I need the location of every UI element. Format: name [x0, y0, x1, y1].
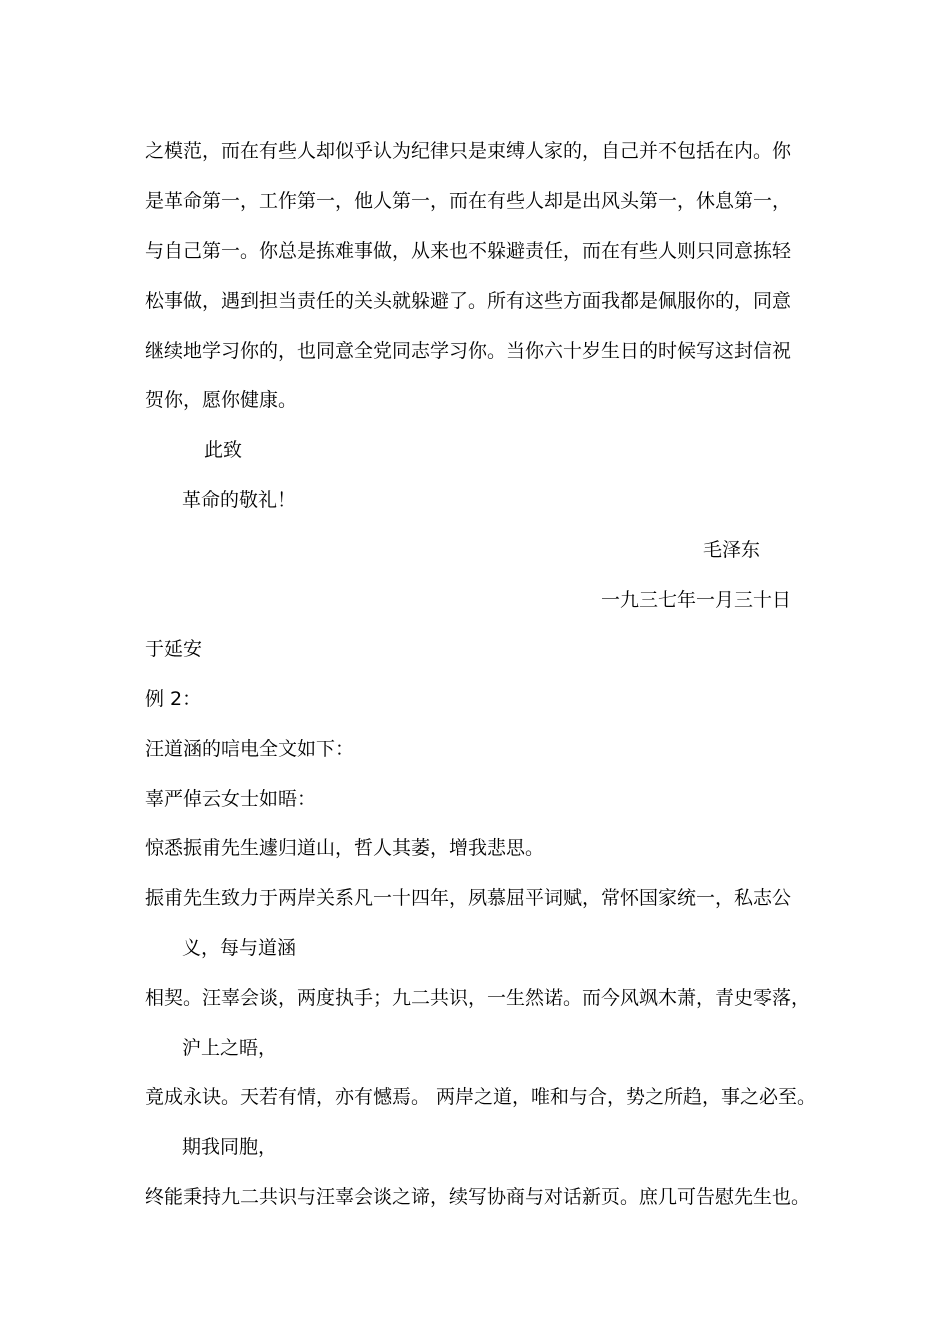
letter-closing-ci-zhi: 此致	[204, 439, 243, 461]
example-label: 例 2：	[145, 688, 202, 710]
telegram-line-8: 终能秉持九二共识与汪辜会谈之谛，续写协商与对话新页。庶几可告慰先生也。	[145, 1186, 811, 1208]
letter-date: 一九三七年一月三十日	[601, 589, 792, 611]
telegram-line-6: 竟成永诀。天若有情，亦有憾焉。 两岸之道，唯和与合，势之所趋，事之必至。	[145, 1086, 817, 1108]
example-intro: 汪道涵的唁电全文如下：	[145, 738, 355, 760]
letter-body-line-3: 与自己第一。你总是拣难事做，从来也不躲避责任，而在有些人则只同意拣轻	[145, 240, 792, 262]
telegram-salutation: 辜严倬云女士如晤：	[145, 788, 317, 810]
letter-signature: 毛泽东	[703, 539, 761, 561]
letter-body-line-2: 是革命第一，工作第一，他人第一，而在有些人却是出风头第一，休息第一，	[145, 190, 792, 212]
telegram-line-1: 惊悉振甫先生遽归道山，哲人其萎，增我悲思。	[145, 837, 545, 859]
telegram-line-7: 期我同胞，	[182, 1136, 278, 1158]
telegram-line-4: 相契。汪辜会谈，两度执手；九二共识，一生然诺。而今风飒木萧，青史零落，	[145, 987, 811, 1009]
telegram-line-2: 振甫先生致力于两岸关系凡一十四年，夙慕屈平词赋，常怀国家统一，私志公	[145, 887, 792, 909]
telegram-line-5: 沪上之晤，	[182, 1037, 278, 1059]
letter-place: 于延安	[145, 638, 203, 660]
letter-body-line-4: 松事做，遇到担当责任的关头就躲避了。所有这些方面我都是佩服你的，同意	[145, 290, 792, 312]
telegram-line-3: 义，每与道涵	[182, 937, 297, 959]
letter-body-line-5: 继续地学习你的，也同意全党同志学习你。当你六十岁生日的时候写这封信祝	[145, 340, 792, 362]
letter-body-line-6: 贺你，愿你健康。	[145, 389, 298, 411]
letter-body-line-1: 之模范，而在有些人却似乎认为纪律只是束缚人家的，自己并不包括在内。你	[145, 140, 792, 162]
letter-closing-salute: 革命的敬礼！	[182, 489, 297, 511]
